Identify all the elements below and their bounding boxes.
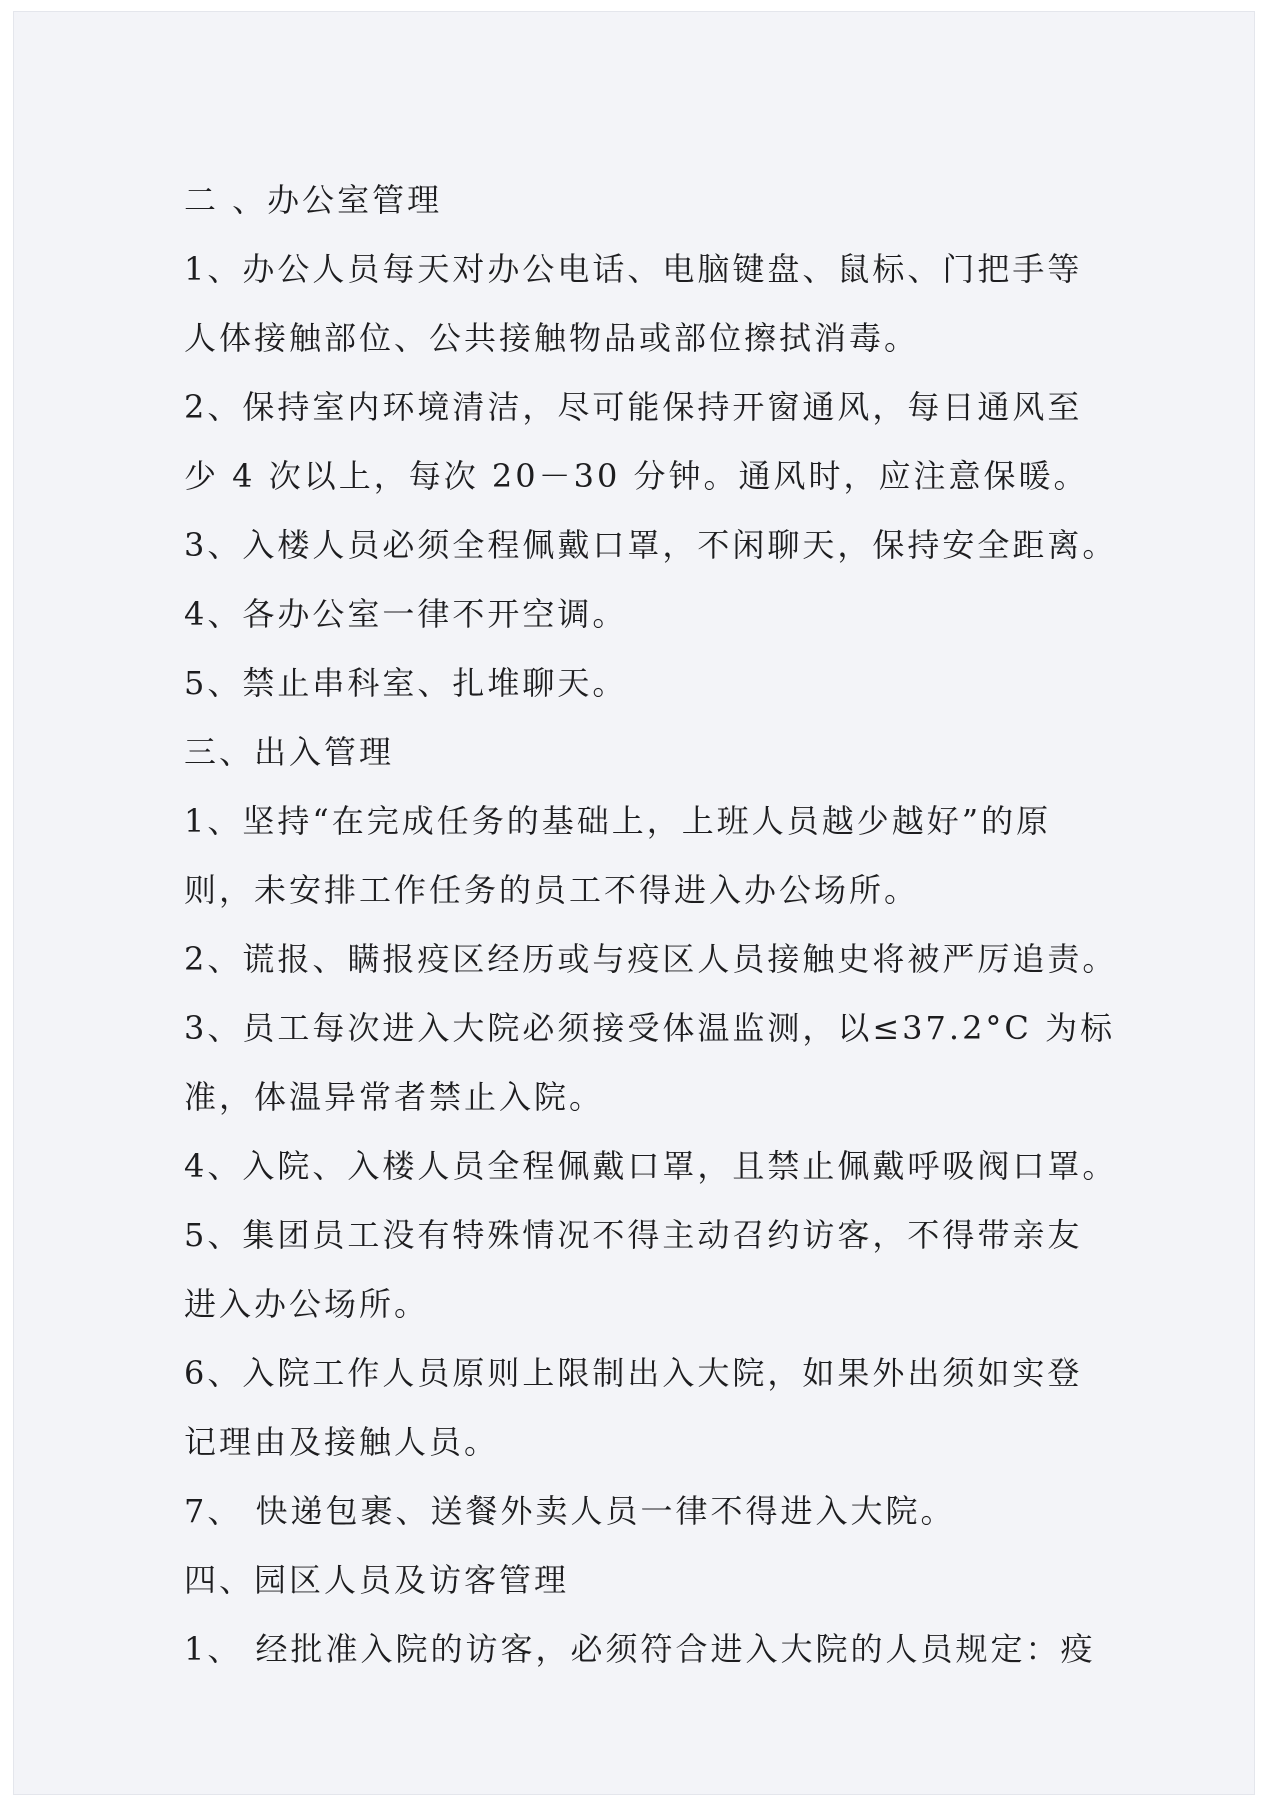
paragraph-line: 人体接触部位、公共接触物品或部位擦拭消毒。 [184, 319, 920, 357]
paragraph-line: 进入办公场所。 [184, 1285, 430, 1323]
paragraph-line: 2、谎报、瞒报疫区经历或与疫区人员接触史将被严厉追责。 [184, 940, 1118, 978]
paragraph-line: 3、员工每次进入大院必须接受体温监测，以≤37.2°C 为标 [184, 1009, 1116, 1047]
section-heading-visitor-management: 四、园区人员及访客管理 [184, 1561, 570, 1599]
paragraph-line: 7、 快递包裹、送餐外卖人员一律不得进入大院。 [184, 1492, 956, 1530]
paragraph-line: 记理由及接触人员。 [184, 1423, 500, 1461]
paragraph-line: 4、各办公室一律不开空调。 [184, 595, 628, 633]
section-heading-access-management: 三、出入管理 [184, 733, 395, 771]
section-heading-office-management: 二 、办公室管理 [184, 181, 443, 219]
paragraph-line: 1、办公人员每天对办公电话、电脑键盘、鼠标、门把手等 [184, 250, 1083, 288]
paragraph-line: 则，未安排工作任务的员工不得进入办公场所。 [184, 871, 920, 909]
paragraph-line: 3、入楼人员必须全程佩戴口罩，不闲聊天，保持安全距离。 [184, 526, 1118, 564]
document-page [14, 12, 1254, 1794]
paragraph-line: 2、保持室内环境清洁，尽可能保持开窗通风，每日通风至 [184, 388, 1083, 426]
paragraph-line: 5、集团员工没有特殊情况不得主动召约访客，不得带亲友 [184, 1216, 1083, 1254]
document-body [184, 166, 1124, 1684]
paragraph-line: 准，体温异常者禁止入院。 [184, 1078, 605, 1116]
paragraph-line: 5、禁止串科室、扎堆聊天。 [184, 664, 628, 702]
paragraph-line: 1、坚持“在完成任务的基础上，上班人员越少越好”的原 [184, 802, 1052, 840]
paragraph-line: 少 4 次以上，每次 20－30 分钟。通风时，应注意保暖。 [184, 457, 1089, 495]
paragraph-line: 6、入院工作人员原则上限制出入大院，如果外出须如实登 [184, 1354, 1083, 1392]
paragraph-line: 4、入院、入楼人员全程佩戴口罩，且禁止佩戴呼吸阀口罩。 [184, 1147, 1118, 1185]
paragraph-line: 1、 经批准入院的访客，必须符合进入大院的人员规定：疫 [184, 1630, 1096, 1668]
